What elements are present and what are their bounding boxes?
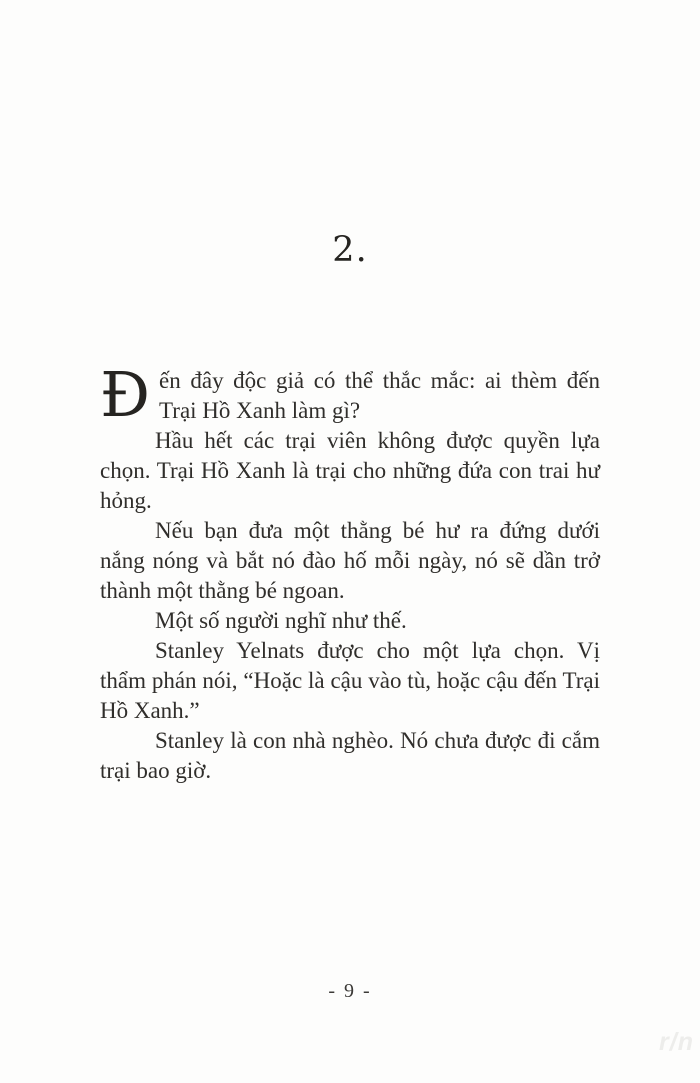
page-number: - 9 - (328, 980, 372, 1002)
body-paragraph: Stanley Yelnats được cho một lựa chọn. Vị thẩm phán nói, “Hoặc là cậu vào tù, hoặc cậu đến Trại Hồ Xanh.” (100, 638, 600, 723)
chapter-number: 2. (332, 230, 368, 270)
body-paragraph (100, 358, 600, 431)
drop-cap-letter: Đ (100, 358, 151, 431)
body-paragraph: Hầu hết các trại viên không được quyền lựa chọn. Trại Hồ Xanh là trại cho những đứa con trai hư hỏng. (100, 428, 600, 513)
watermark-logo: r/n (659, 1028, 694, 1056)
body-paragraph: Stanley là con nhà nghèo. Nó chưa được đi cắm trại bao giờ. (100, 728, 600, 783)
body-text-block (100, 358, 600, 786)
body-paragraph: Một số người nghĩ như thế. (155, 608, 407, 633)
paragraph-text: ến đây độc giả có thể thắc mắc: ai thèm đến Trại Hồ Xanh làm gì? (159, 368, 600, 423)
body-paragraph: Nếu bạn đưa một thằng bé hư ra đứng dưới nắng nóng và bắt nó đào hố mỗi ngày, nó sẽ dần trở thành một thằng bé ngoan. (100, 518, 600, 603)
